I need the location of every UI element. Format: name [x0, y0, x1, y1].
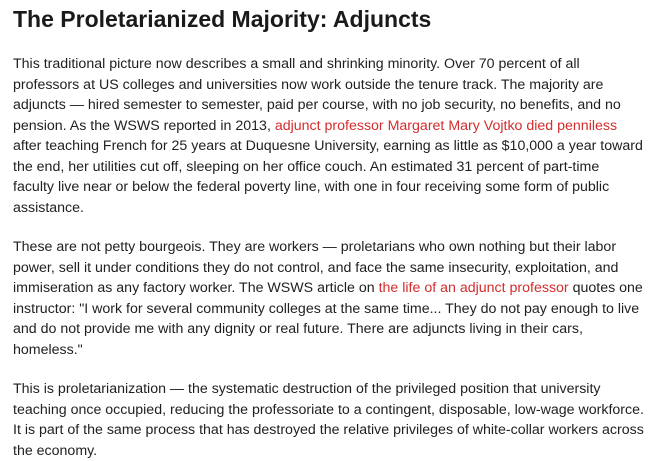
link-adjunct-life-article[interactable]: the life of an adjunct professor [378, 280, 569, 296]
link-vojtko-article[interactable]: adjunct professor Margaret Mary Vojtko died penniless [274, 117, 618, 134]
paragraph-text: quotes one instructor: "I work for several community colleges at the same time... They do not pay enough to live and do not provide me with any dignity or real future. There are adjuncts living in their cars, homeless." [13, 280, 643, 358]
paragraph-proletarianization: This is proletarianization — the systematic destruction of the privileged position that university teaching once occupied, reducing the professoriate to a contingent, disposable, low-wage workforce. It is part of the same process that has destroyed the relative privileges of white-collar workers across the economy. [13, 381, 644, 459]
paragraph-text: These are not petty bourgeois. They are workers — proletarians who own nothing but their labor power, sell it under conditions they do not control, and face the same insecurity, exploitation, and immiseration as any factory worker. The WSWS article on [13, 239, 619, 296]
paragraph-adjunct-majority [13, 54, 644, 218]
paragraph-workers [13, 237, 644, 360]
paragraph-text: This traditional picture now describes a small and shrinking minority. Over 70 percent of all professors at US colleges and universities now work outside the tenure track. The majority are adjuncts — hired semester to semester, paid per course, with no job security, no benefits, and no pension. As the WSWS reported in 2013, [13, 56, 621, 134]
paragraph-text: after teaching French for 25 years at Duquesne University, earning as little as $10,000 a year toward the end, her utilities cut off, sleeping on her office couch. An estimated 31 percent of part-time faculty live near or below the federal poverty line, with one in four receiving some form of public assistance. [13, 138, 643, 216]
section-heading: The Proletarianized Majority: Adjuncts [13, 6, 432, 32]
